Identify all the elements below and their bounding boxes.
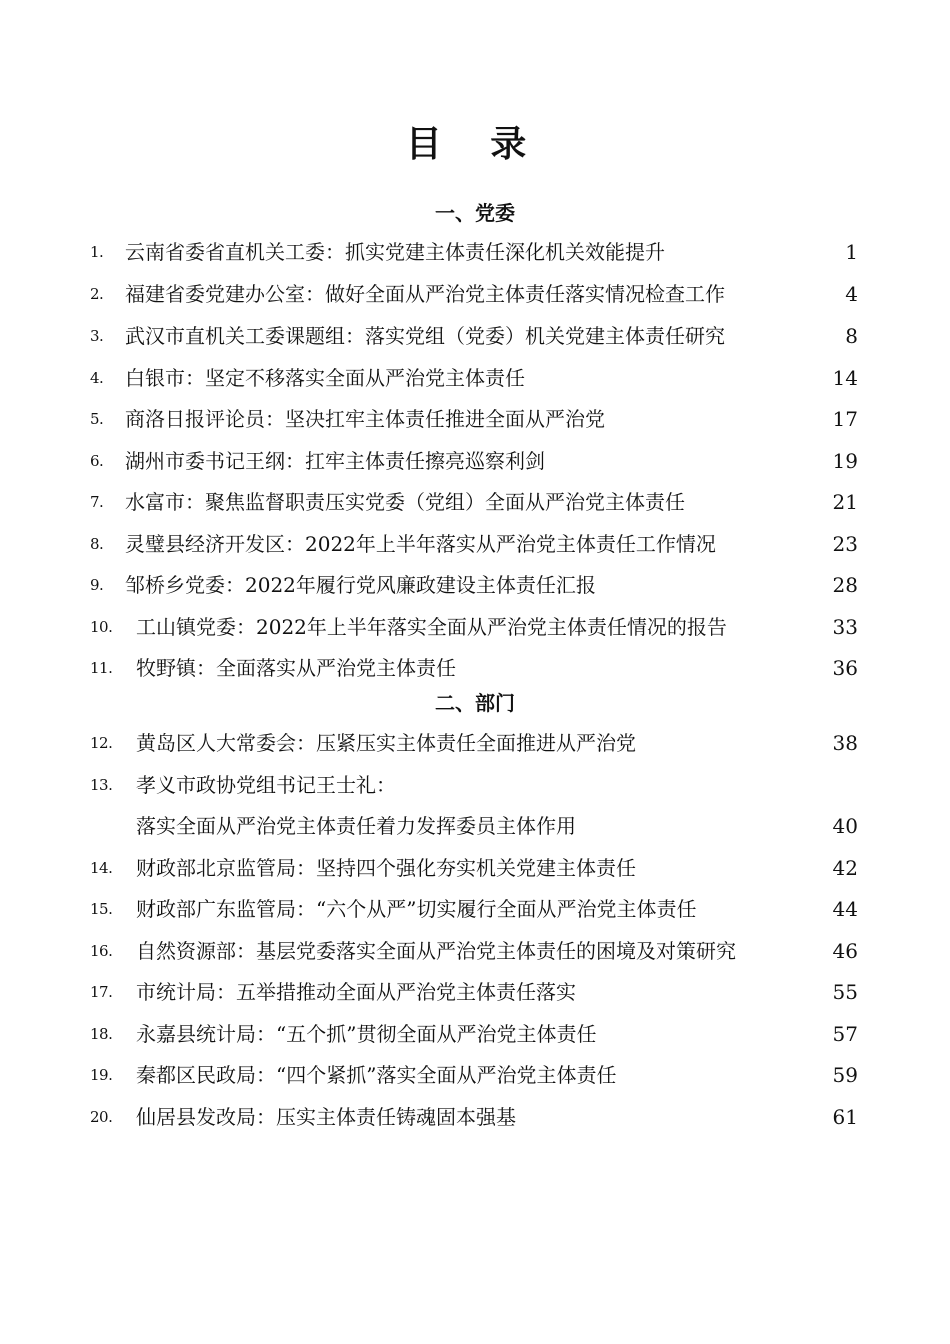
entry-title: 孝义市政协党组书记王士礼： [136,773,396,797]
toc-entry[interactable] [0,236,950,268]
toc-entry[interactable] [0,652,950,684]
entry-page: 46 [832,939,858,963]
entry-number: 9. [90,576,104,594]
entry-number: 11. [90,659,113,677]
page-title: 目 录 [405,123,545,165]
entry-title: 仙居县发改局：压实主体责任铸魂固本强基 [136,1105,516,1129]
entry-number: 16. [90,942,113,960]
entry-page: 14 [832,366,858,390]
entry-title: 白银市：坚定不移落实全面从严治党主体责任 [125,366,525,390]
entry-title: 邹桥乡党委：2022年履行党风廉政建设主体责任汇报 [125,573,596,597]
entry-title: 水富市：聚焦监督职责压实党委（党组）全面从严治党主体责任 [125,490,685,514]
entry-number: 1. [90,243,104,261]
entry-number: 4. [90,369,104,387]
toc-entry[interactable] [0,569,950,601]
entry-page: 8 [845,324,858,348]
toc-entry[interactable] [0,528,950,560]
toc-entry[interactable] [0,852,950,884]
toc-entry[interactable] [0,403,950,435]
toc-entry[interactable] [0,486,950,518]
entry-number: 20. [90,1108,113,1126]
entry-number: 8. [90,535,104,553]
section-heading-party-committee: 一、党委 [435,201,515,225]
entry-title: 福建省委党建办公室：做好全面从严治党主体责任落实情况检查工作 [125,282,725,306]
entry-title: 永嘉县统计局：“五个抓”贯彻全面从严治党主体责任 [136,1022,597,1046]
entry-page: 55 [832,980,858,1004]
entry-title: 牧野镇：全面落实从严治党主体责任 [136,656,456,680]
entry-title: 财政部北京监管局：坚持四个强化夯实机关党建主体责任 [136,856,636,880]
toc-entry[interactable] [0,769,950,801]
entry-page: 28 [832,573,858,597]
entry-number: 19. [90,1066,113,1084]
entry-page: 57 [832,1022,858,1046]
entry-page: 40 [832,814,858,838]
entry-page: 61 [832,1105,858,1129]
toc-entry[interactable] [0,362,950,394]
toc-entry[interactable] [0,976,950,1008]
entry-number: 10. [90,618,113,636]
entry-number: 17. [90,983,113,1001]
entry-number: 2. [90,285,104,303]
entry-page: 19 [832,449,858,473]
entry-title: 工山镇党委：2022年上半年落实全面从严治党主体责任情况的报告 [136,615,727,639]
entry-number: 18. [90,1025,113,1043]
entry-page: 21 [832,490,858,514]
entry-page: 59 [832,1063,858,1087]
entry-title: 商洛日报评论员：坚决扛牢主体责任推进全面从严治党 [125,407,605,431]
toc-entry[interactable] [0,320,950,352]
entry-title: 秦都区民政局：“四个紧抓”落实全面从严治党主体责任 [136,1063,617,1087]
entry-title: 落实全面从严治党主体责任着力发挥委员主体作用 [136,814,576,838]
toc-entry[interactable] [0,1101,950,1133]
entry-number: 14. [90,859,113,877]
entry-title: 黄岛区人大常委会：压紧压实主体责任全面推进从严治党 [136,731,636,755]
toc-entry[interactable] [0,445,950,477]
entry-title: 财政部广东监管局：“六个从严”切实履行全面从严治党主体责任 [136,897,697,921]
entry-number: 3. [90,327,104,345]
entry-number: 13. [90,776,113,794]
entry-number: 5. [90,410,104,428]
toc-entry[interactable] [0,893,950,925]
entry-page: 38 [832,731,858,755]
entry-page: 1 [845,240,858,264]
entry-page: 17 [832,407,858,431]
entry-page: 36 [832,656,858,680]
toc-entry[interactable] [0,611,950,643]
entry-title: 市统计局：五举措推动全面从严治党主体责任落实 [136,980,576,1004]
toc-entry-continuation[interactable] [0,810,950,842]
entry-number: 12. [90,734,113,752]
entry-number: 6. [90,452,104,470]
toc-entry[interactable] [0,727,950,759]
entry-title: 武汉市直机关工委课题组：落实党组（党委）机关党建主体责任研究 [125,324,725,348]
entry-title: 自然资源部：基层党委落实全面从严治党主体责任的困境及对策研究 [136,939,736,963]
entry-title: 灵璧县经济开发区：2022年上半年落实从严治党主体责任工作情况 [125,532,716,556]
toc-entry[interactable] [0,1059,950,1091]
entry-page: 23 [832,532,858,556]
entry-page: 42 [832,856,858,880]
toc-entry[interactable] [0,935,950,967]
entry-page: 44 [832,897,858,921]
section-heading-departments: 二、部门 [435,691,515,715]
entry-title: 湖州市委书记王纲：扛牢主体责任擦亮巡察利剑 [125,449,545,473]
entry-number: 7. [90,493,104,511]
entry-page: 33 [832,615,858,639]
entry-page: 4 [845,282,858,306]
entry-number: 15. [90,900,113,918]
toc-entry[interactable] [0,278,950,310]
toc-entry[interactable] [0,1018,950,1050]
entry-title: 云南省委省直机关工委：抓实党建主体责任深化机关效能提升 [125,240,665,264]
